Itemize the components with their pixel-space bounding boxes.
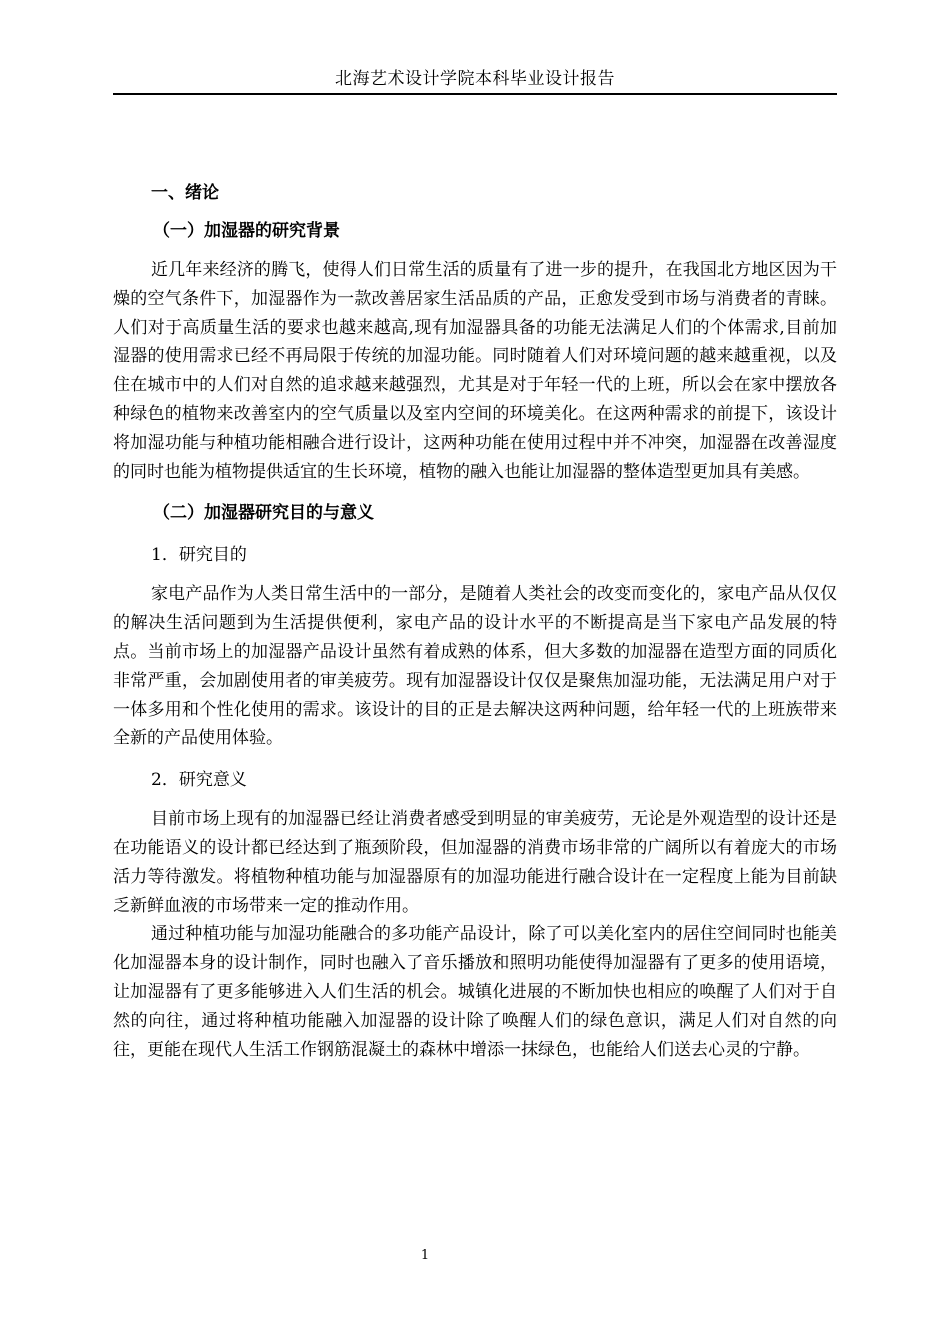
document-body [113,176,837,1064]
paragraph-purpose: 家电产品作为人类日常生活中的一部分，是随着人类社会的改变而变化的，家电产品从仅仅的解决生活问题到为生活提供便利，家电产品的设计水平的不断提高是当下家电产品发展的特点。当前市场上的加湿器产品设计虽然有着成熟的体系，但大多数的加湿器在造型方面的同质化非常严重，会加剧使用者的审美疲劳。现有加湿器设计仅仅是聚焦加湿功能，无法满足用户对于一体多用和个性化使用的需求。该设计的目的正是去解决这两种问题，给年轻一代的上班族带来全新的产品使用体验。 [113,584,837,749]
subsection-title-significance: 2．研究意义 [151,770,247,791]
page-header: 北海艺术设计学院本科毕业设计报告 [113,66,837,95]
subsection-title-purpose: 1．研究目的 [151,545,247,566]
paragraph-significance-2: 通过种植功能与加湿功能融合的多功能产品设计，除了可以美化室内的居住空间同时也能美化加湿器本身的设计制作，同时也融入了音乐播放和照明功能使得加湿器有了更多的使用语境，让加湿器有了更多能够进入人们生活的机会。城镇化进展的不断加快也相应的唤醒了人们对于自然的向往，通过将种植功能融入加湿器的设计除了唤醒人们的绿色意识，满足人们对自然的向往，更能在现代人生活工作钢筋混凝土的森林中增添一抹绿色，也能给人们送去心灵的宁静。 [113,924,837,1060]
chapter-title: 一、绪论 [151,183,219,203]
section-title-background: （一）加湿器的研究背景 [153,221,340,241]
page-number: 1 [420,1248,430,1263]
paragraph-significance-1: 目前市场上现有的加湿器已经让消费者感受到明显的审美疲劳，无论是外观造型的设计还是在功能语义的设计都已经达到了瓶颈阶段，但加湿器的消费市场非常的广阔所以有着庞大的市场活力等待激发。将植物种植功能与加湿器原有的加湿功能进行融合设计在一定程度上能为目前缺乏新鲜血液的市场带来一定的推动作用。 [113,809,837,916]
paragraph-background: 近几年来经济的腾飞，使得人们日常生活的质量有了进一步的提升，在我国北方地区因为干燥的空气条件下，加湿器作为一款改善居家生活品质的产品，正愈发受到市场与消费者的青睐。人们对于高质量生活的要求也越来越高,现有加湿器具备的功能无法满足人们的个体需求,目前加湿器的使用需求已经不再局限于传统的加湿功能。同时随着人们对环境问题的越来越重视，以及住在城市中的人们对自然的追求越来越强烈，尤其是对于年轻一代的上班，所以会在家中摆放各种绿色的植物来改善室内的空气质量以及室内空间的环境美化。在这两种需求的前提下，该设计将加湿功能与种植功能相融合进行设计，这两种功能在使用过程中并不冲突，加湿器在改善湿度的同时也能为植物提供适宜的生长环境，植物的融入也能让加湿器的整体造型更加具有美感。 [113,260,837,482]
section-title-purpose-significance: （二）加湿器研究目的与意义 [153,503,374,524]
